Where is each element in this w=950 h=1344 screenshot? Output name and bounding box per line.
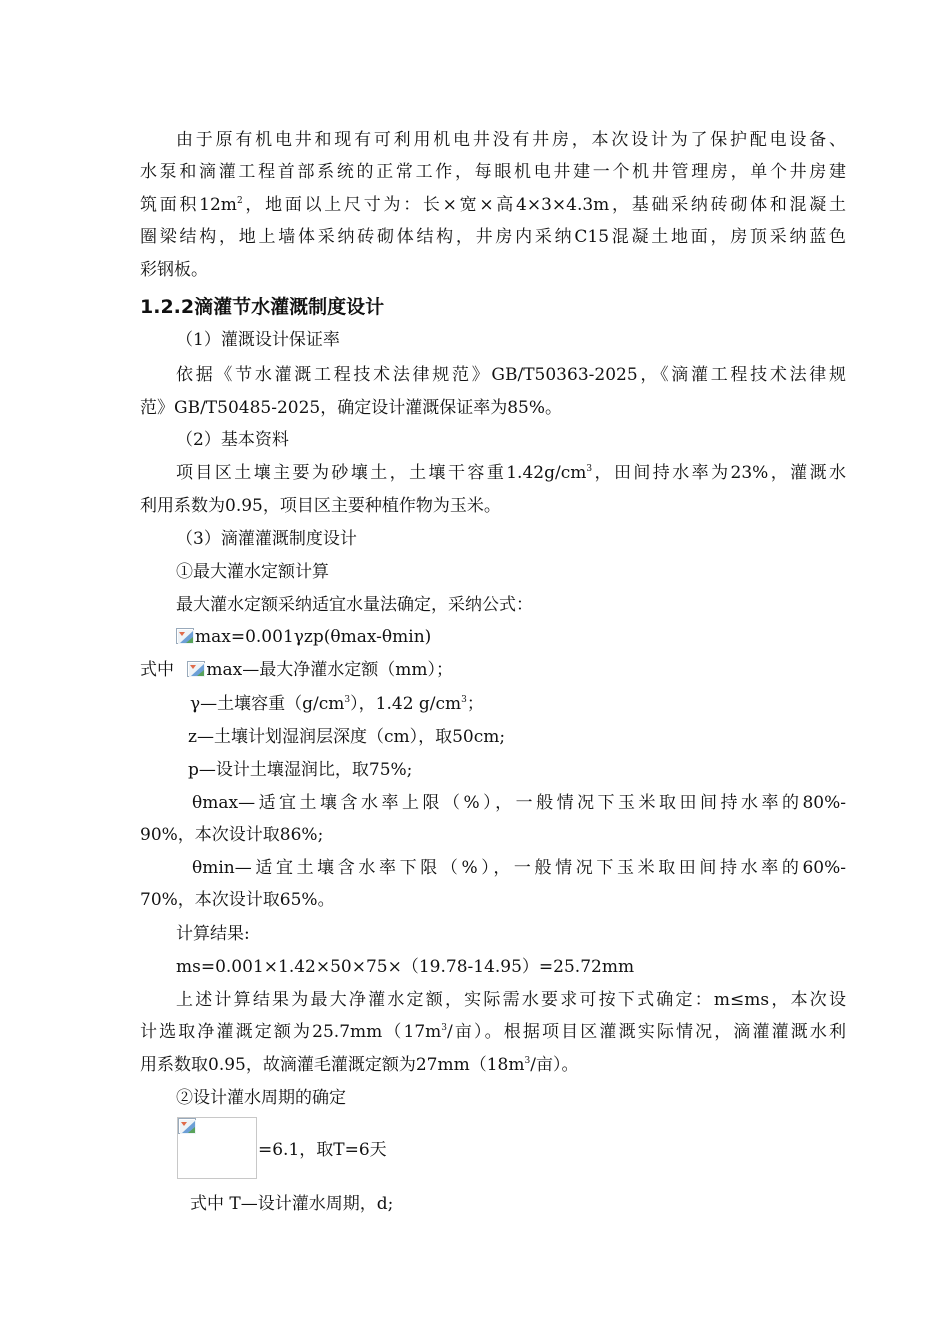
gamma-value: ），1.42 g/cm bbox=[350, 694, 462, 714]
area-text: 筑面积12m bbox=[140, 195, 237, 215]
thmax-line1: θmax—适宜土壤含水率上限（%），一般情况下玉米取田间持水率的80%- bbox=[192, 793, 846, 813]
para1-line3 bbox=[140, 195, 846, 215]
result-line2 bbox=[140, 1022, 846, 1042]
broken-image-icon bbox=[178, 1118, 196, 1134]
item-2: ②设计灌水周期的确定 bbox=[176, 1088, 346, 1108]
subheading-1: （1）灌溉设计保证率 bbox=[176, 330, 340, 350]
subheading-3: （3）滴灌灌溉制度设计 bbox=[176, 529, 357, 549]
para1-line4: 圈梁结构，地上墙体采纳砖砌体结构，井房内采纳C15混凝土地面，房顶采纳蓝色 bbox=[140, 227, 846, 247]
para1-line1: 由于原有机电井和现有可利用机电井没有井房，本次设计为了保护配电设备、 bbox=[176, 130, 846, 150]
formula-line bbox=[176, 627, 882, 647]
z-line: z—土壤计划湿润层深度（cm），取50cm; bbox=[188, 727, 506, 747]
size-text: ，地面以上尺寸为：长×宽×高4×3×4.3m，基础采纳砖砌体和混凝土 bbox=[242, 195, 846, 215]
where-m-text: max—最大净灌水定额（mm）； bbox=[206, 660, 453, 680]
gamma-line bbox=[190, 694, 896, 714]
section-heading: 1.2.2滴灌节水灌溉制度设计 bbox=[140, 296, 385, 318]
thmax-line2: 90%，本次设计取86%; bbox=[140, 825, 324, 845]
superscript: 3 bbox=[586, 464, 593, 474]
item-1: ①最大灌水定额计算 bbox=[176, 562, 329, 582]
p-line: p—设计土壤湿润比，取75%; bbox=[188, 760, 413, 780]
soil-text-2: ，田间持水率为23%，灌溉水 bbox=[592, 463, 846, 483]
soil-text: 项目区土壤主要为砂壤土，土壤干容重1.42g/cm bbox=[176, 463, 587, 483]
where-line bbox=[140, 660, 846, 680]
superscript: 3 bbox=[461, 695, 467, 705]
gamma-end: ； bbox=[466, 694, 484, 714]
gross-quota-text: 用系数取0.95，故滴灌毛灌溉定额为27mm（18m bbox=[140, 1055, 525, 1075]
result-line3 bbox=[140, 1055, 846, 1075]
broken-image-icon bbox=[176, 628, 194, 644]
calc-label: 计算结果: bbox=[176, 924, 250, 944]
formula-text: max=0.001γzp(θmax-θmin) bbox=[195, 627, 432, 647]
period-result: =6.1，取T=6天 bbox=[258, 1140, 387, 1160]
superscript: 3 bbox=[441, 1023, 448, 1033]
calc-line: ms=0.001×1.42×50×75×（19.78-14.95）=25.72mm bbox=[176, 957, 635, 977]
basic-line2: 利用系数为0.95，项目区主要种植作物为玉米。 bbox=[140, 496, 501, 516]
subheading-2: （2）基本资料 bbox=[176, 430, 289, 450]
gamma-text: γ—土壤容重（g/cm bbox=[190, 694, 345, 714]
gross-quota-end: /亩）。 bbox=[530, 1055, 579, 1075]
net-quota-text-2: /亩）。根据项目区灌溉实际情况，滴灌灌溉水利 bbox=[447, 1022, 847, 1042]
superscript: 2 bbox=[236, 196, 243, 206]
para1-line2: 水泵和滴灌工程首部系统的正常工作，每眼机电井建一个机井管理房，单个井房建 bbox=[140, 162, 846, 182]
formula-image-frame bbox=[177, 1117, 257, 1179]
thmin-line2: 70%，本次设计取65%。 bbox=[140, 890, 335, 910]
para1-line5: 彩钢板。 bbox=[140, 260, 208, 280]
broken-image-icon bbox=[187, 661, 205, 677]
result-line1: 上述计算结果为最大净灌水定额，实际需水要求可按下式确定：m≤ms，本次设 bbox=[176, 990, 846, 1010]
formula-intro: 最大灌水定额采纳适宜水量法确定，采纳公式： bbox=[176, 595, 533, 615]
t-definition: 式中 T—设计灌水周期，d; bbox=[190, 1194, 394, 1214]
basis-line1: 依据《节水灌溉工程技术法律规范》GB/T50363-2025，《滴灌工程技术法律规 bbox=[176, 365, 846, 385]
basis-line2: 范》GB/T50485-2025，确定设计灌溉保证率为85%。 bbox=[140, 398, 563, 418]
basic-line1 bbox=[140, 463, 846, 483]
thmin-line1: θmin—适宜土壤含水率下限（%），一般情况下玉米取田间持水率的60%- bbox=[192, 858, 846, 878]
superscript: 3 bbox=[524, 1056, 531, 1066]
superscript: 3 bbox=[344, 695, 351, 705]
net-quota-text: 计选取净灌溉定额为25.7mm（17m bbox=[140, 1022, 442, 1042]
where-prefix: 式中 bbox=[140, 660, 174, 680]
